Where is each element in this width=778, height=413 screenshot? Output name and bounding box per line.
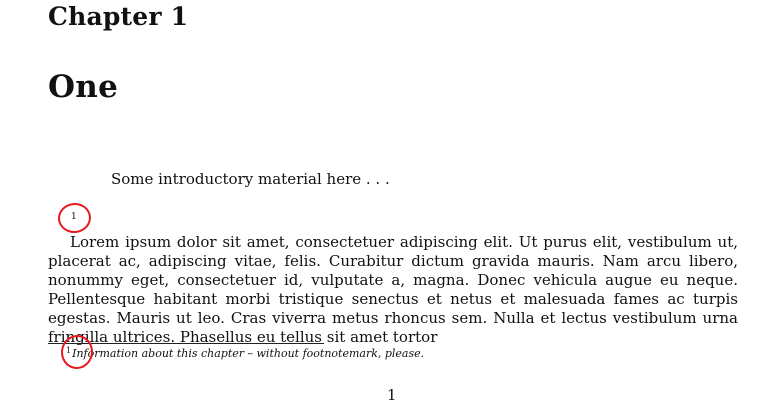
page-number: 1 [387,386,397,404]
annotation-circle-marker [57,201,93,234]
body-paragraph: Lorem ipsum dolor sit amet, consectetuer adipiscing elit. Ut purus elit, vestibulum ut, placerat ac, adipiscing vitae, felis. Curabitur dictum gravida mauris. Nam arcu libero, nonummy eget, consectetuer id, vulputate a, magna. Donec vehicula augue eu neque. Pellentesque habitant morbi tristique senectus et netus et malesuada fames ac turpis egestas. Mauris ut leo. Cras viverra metus rhoncus sem. Nulla et lectus vestibulum urna fringilla ultrices. Phasellus eu tellus sit amet tortor [48,233,738,346]
intro-text: Some introductory material here . . . [111,170,390,188]
footnote-text: Information about this chapter – without footnotemark, please. [72,347,425,360]
chapter-title: One [48,69,119,105]
chapter-label: Chapter 1 [48,2,189,31]
footnote-marker-number: 1 [71,212,77,222]
footnote [66,347,424,360]
footnote-number: 1 [66,346,72,355]
